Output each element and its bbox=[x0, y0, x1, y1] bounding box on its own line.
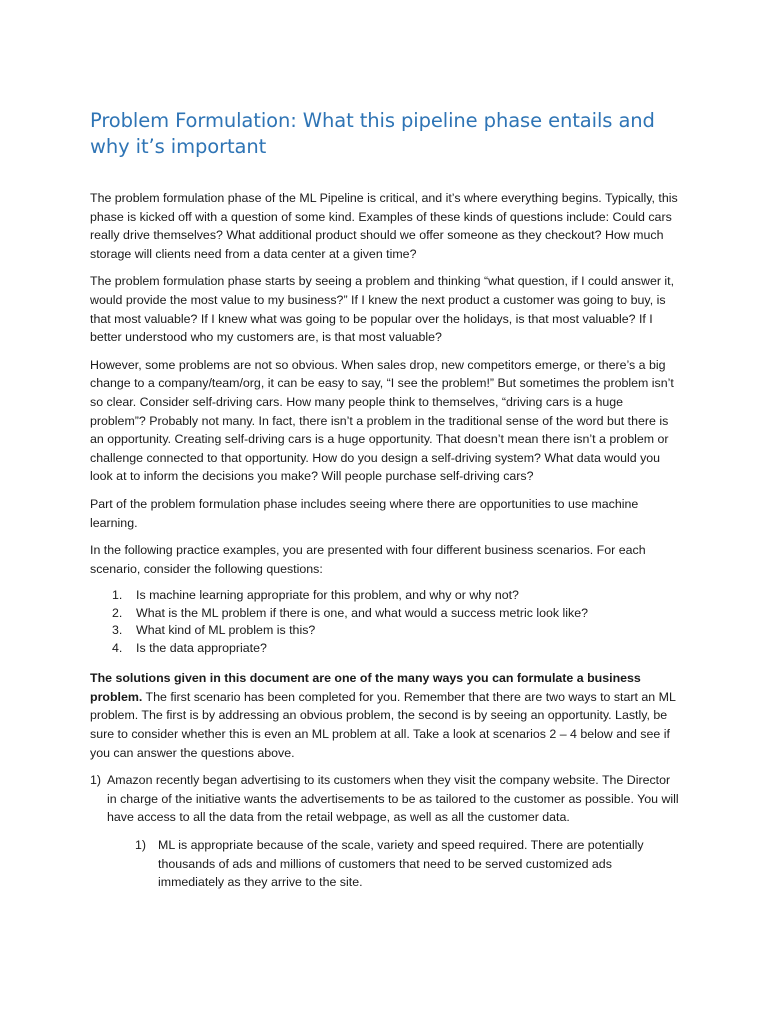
solutions-bold-text: The solutions given in this document are one of the many ways you can formulate a business problem. bbox=[90, 671, 641, 704]
paragraph-solutions bbox=[90, 669, 680, 762]
list-text: What kind of ML problem is this? bbox=[136, 623, 316, 638]
list-number: 2. bbox=[112, 605, 123, 620]
document-body bbox=[90, 189, 680, 892]
paragraph-not-obvious: However, some problems are not so obvious. When sales drop, new competitors emerge, or there’s a big change to a company/team/org, it can be easy to say, “I see the problem!” But sometimes the problem isn’t so clear. Consider self-driving cars. How many people think to themselves, “driving cars is a huge problem”? Probably not many. In fact, there isn’t a problem in the traditional sense of the word but there is an opportunity. Creating self-driving cars is a huge opportunity. That doesn’t mean there isn’t a problem or challenge connected to that opportunity. How do you design a self-driving system? What data would you look at to inform the decisions you make? Will people purchase self-driving cars? bbox=[90, 357, 674, 484]
list-item bbox=[90, 640, 680, 658]
list-item bbox=[90, 622, 680, 640]
paragraph-practice: In the following practice examples, you are presented with four different business scenarios. For each scenario, consider the following questions: bbox=[90, 543, 646, 576]
solutions-text: The first scenario has been completed for you. Remember that there are two ways to start an ML problem. The first is by addressing an obvious problem, the second is by seeing an opportunity. Lastly, be sure to consider whether this is even an ML problem at all. Take a look at scenarios 2 – 4 below and see if you can answer the questions above. bbox=[90, 689, 676, 760]
scenario-number: 1) bbox=[90, 773, 102, 788]
scenario-item bbox=[90, 771, 680, 827]
list-item bbox=[90, 605, 680, 623]
list-number: 1. bbox=[112, 588, 123, 603]
list-number: 4. bbox=[112, 640, 123, 655]
scenario-text: Amazon recently began advertising to its customers when they visit the company website. The Director in charge of the initiative wants the advertisements to be as tailored to the customer as possible. You will have access to all the data from the retail webpage, as well as all the customer data. bbox=[107, 773, 679, 825]
list-text: Is the data appropriate? bbox=[136, 640, 267, 655]
list-text: Is machine learning appropriate for this problem, and why or why not? bbox=[136, 588, 519, 603]
list-text: What is the ML problem if there is one, and what would a success metric look like? bbox=[136, 605, 589, 620]
paragraph-opportunities: Part of the problem formulation phase includes seeing where there are opportunities to use machine learning. bbox=[90, 496, 639, 530]
list-item bbox=[90, 587, 680, 605]
paragraph-intro: The problem formulation phase of the ML Pipeline is critical, and it’s where everything begins. Typically, this phase is kicked off with a question of some kind. Examples of these kinds of questions include: Could cars really drive themselves? What additional product should we offer someone as they checkout? How much storage will clients need from a data center at a given time? bbox=[90, 191, 678, 261]
page-title: Problem Formulation: What this pipeline phase entails and why it’s important bbox=[90, 109, 655, 158]
questions-list bbox=[90, 587, 680, 657]
list-number: 3. bbox=[112, 623, 123, 638]
paragraph-start: The problem formulation phase starts by seeing a problem and thinking “what question, if I could answer it, would provide the most value to my business?” If I knew the next product a customer was going to buy, is that most valuable? If I knew what was going to be popular over the holidays, is that most valuable? If I better understood who my customers are, is that most valuable? bbox=[90, 274, 675, 345]
answer-item bbox=[90, 836, 680, 892]
answer-text: ML is appropriate because of the scale, variety and speed required. There are potentially thousands of ads and millions of customers that need to be served customized ads immediately as they arrive to the site. bbox=[158, 838, 644, 890]
answer-number: 1) bbox=[135, 838, 147, 853]
